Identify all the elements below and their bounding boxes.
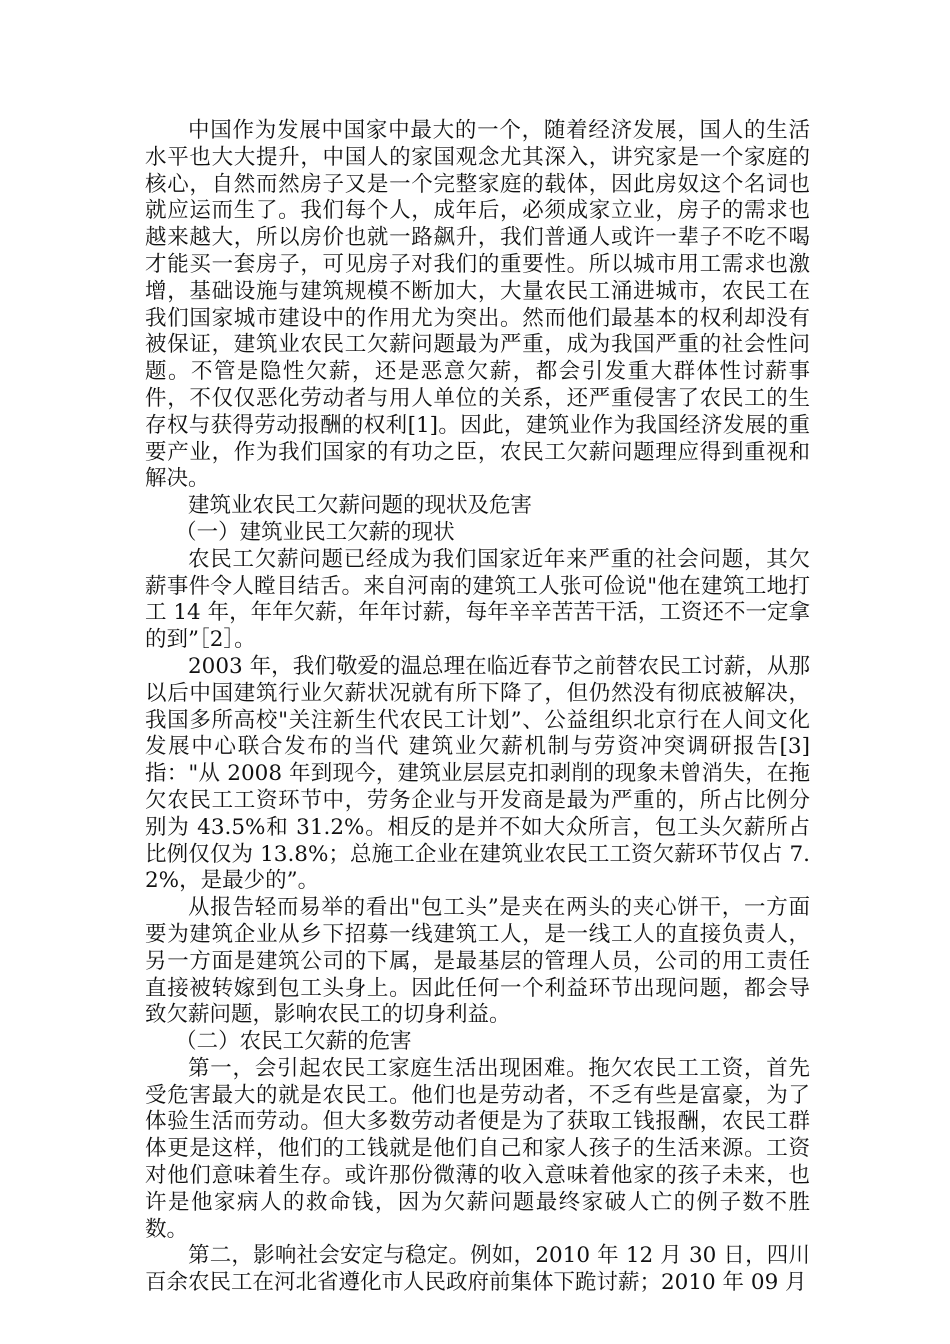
status-paragraph-2: 2003 年，我们敬爱的温总理在临近春节之前替农民工讨薪，从那以后中国建筑行业欠薪状况就有所下降了，但仍然没有彻底被解决，我国多所高校"关注新生代农民工计划”、公益组织北京行在人间文化发展中心联合发布的当代 建筑业欠薪机制与劳资冲突调研报告[3]指："从 2008 年到现今，建筑业层层克扣剥削的现象未曾消失，在拖欠农民工工资环节中，劳务企业与开发商是最为严重的，所占比例分别为 43.5%和 31.2%。相反的是并不如大众所言，包工头欠薪所占比例仅仅为 13.8%；总施工企业在建筑业农民工工资欠薪环节仅占 7.2%，是最少的”。: [145, 653, 810, 894]
subsection-heading-harm: （二）农民工欠薪的危害: [175, 1029, 412, 1055]
intro-paragraph: 中国作为发展中国家中最大的一个，随着经济发展，国人的生活水平也大大提升，中国人的家国观念尤其深入，讲究家是一个家庭的核心，自然而然房子又是一个完整家庭的载体，因此房奴这个名词也就应运而生了。我们每个人，成年后，必须成家立业，房子的需求也越来越大，所以房价也就一路飙升，我们普通人或许一辈子不吃不喝才能买一套房子，可见房子对我们的重要性。所以城市用工需求也激增，基础设施与建筑规模不断加大，大量农民工涌进城市，农民工在我们国家城市建设中的作用尤为突出。然而他们最基本的权利却没有被保证，建筑业农民工欠薪问题最为严重，成为我国严重的社会性问题。不管是隐性欠薪，还是恶意欠薪，都会引发重大群体性讨薪事件，不仅仅恶化劳动者与用人单位的关系，还严重侵害了农民工的生存权与获得劳动报酬的权利[1]。因此，建筑业作为我国经济发展的重要产业，作为我们国家的有功之臣，农民工欠薪问题理应得到重视和解决。: [145, 118, 810, 492]
status-paragraph-1: 农民工欠薪问题已经成为我们国家近年来严重的社会问题，其欠薪事件令人瞠目结舌。来自河南的建筑工人张可俭说"他在建筑工地打工 14 年，年年欠薪，年年讨薪，每年辛辛苦苦干活，工资还不一定拿的到”［2］。: [145, 546, 810, 653]
document-page: [145, 118, 810, 1297]
section-heading: 建筑业农民工欠薪问题的现状及危害: [188, 493, 533, 519]
harm-paragraph-1: 第一，会引起农民工家庭生活出现困难。拖欠农民工工资，首先受危害最大的就是农民工。他们也是劳动者，不乏有些是富豪，为了体验生活而劳动。但大多数劳动者便是为了获取工钱报酬，农民工群体更是这样，他们的工钱就是他们自己和家人孩子的生活来源。工资对他们意味着生存。或许那份微薄的收入意味着他家的孩子未来，也许是他家病人的救命钱，因为欠薪问题最终家破人亡的例子数不胜数。: [145, 1055, 810, 1242]
status-paragraph-3: 从报告轻而易举的看出"包工头”是夹在两头的夹心饼干，一方面要为建筑企业从乡下招募一线建筑工人，是一线工人的直接负责人，另一方面是建筑公司的下属，是最基层的管理人员，公司的用工责任直接被转嫁到包工头身上。因此任何一个利益环节出现问题，都会导致欠薪问题，影响农民工的切身利益。: [145, 895, 810, 1028]
harm-paragraph-2: 第二，影响社会安定与稳定。例如，2010 年 12 月 30 日，四川百余农民工在河北省遵化市人民政府前集体下跪讨薪；2010 年 09 月: [145, 1243, 810, 1296]
subsection-heading-current-status: （一）建筑业民工欠薪的现状: [175, 519, 455, 545]
